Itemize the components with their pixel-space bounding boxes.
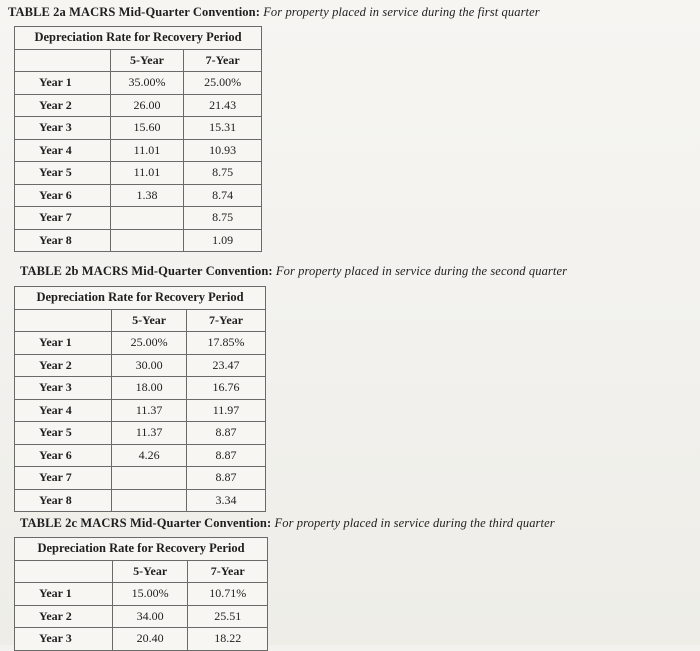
- table-row: [15, 184, 262, 207]
- table-2b-caption: [20, 264, 567, 279]
- table-row: [15, 399, 266, 422]
- rate-5yr: 34.00: [112, 605, 187, 628]
- table-row: [15, 139, 262, 162]
- rate-5yr: 11.01: [110, 162, 184, 185]
- rate-7yr: 10.93: [184, 139, 262, 162]
- table-2b-caption-desc: For property placed in service during the second quarter: [275, 264, 568, 278]
- table-2a-caption-title: TABLE 2a MACRS Mid-Quarter Convention:: [8, 5, 260, 19]
- rate-7yr: 16.76: [187, 377, 266, 400]
- rate-5yr: [112, 467, 187, 490]
- table-row: [15, 467, 266, 490]
- year-label: Year 3: [15, 117, 111, 140]
- table-2c-caption-title: TABLE 2c MACRS Mid-Quarter Convention:: [20, 516, 272, 530]
- year-label: Year 2: [15, 605, 113, 628]
- rate-7yr: 21.43: [184, 94, 262, 117]
- rate-5yr: 15.60: [110, 117, 184, 140]
- rate-5yr: 4.26: [112, 444, 187, 467]
- rate-5yr: 20.40: [112, 628, 187, 651]
- year-label: Year 7: [15, 467, 112, 490]
- table-2c-col-7yr: 7-Year: [188, 560, 268, 583]
- table-2a-col-7yr: 7-Year: [184, 49, 262, 72]
- rate-5yr: [110, 229, 184, 252]
- year-label: Year 8: [15, 489, 112, 512]
- rate-7yr: 8.87: [187, 444, 266, 467]
- rate-7yr: 25.51: [188, 605, 268, 628]
- year-label: Year 1: [15, 332, 112, 355]
- year-label: Year 5: [15, 162, 111, 185]
- rate-7yr: 8.75: [184, 162, 262, 185]
- table-row: [15, 207, 262, 230]
- rate-5yr: [110, 207, 184, 230]
- table-row: [15, 354, 266, 377]
- table-row: [15, 162, 262, 185]
- rate-7yr: 17.85%: [187, 332, 266, 355]
- rate-5yr: [112, 489, 187, 512]
- table-2a-corner-cell: [15, 49, 111, 72]
- rate-7yr: 15.31: [184, 117, 262, 140]
- rate-5yr: 30.00: [112, 354, 187, 377]
- year-label: Year 3: [15, 377, 112, 400]
- rate-7yr: 11.97: [187, 399, 266, 422]
- year-label: Year 2: [15, 94, 111, 117]
- table-row: [15, 377, 266, 400]
- year-label: Year 1: [15, 583, 113, 606]
- rate-5yr: 11.01: [110, 139, 184, 162]
- table-row: [15, 444, 266, 467]
- rate-7yr: 8.75: [184, 207, 262, 230]
- year-label: Year 4: [15, 139, 111, 162]
- table-2a: [14, 26, 262, 252]
- table-row: [15, 332, 266, 355]
- year-label: Year 3: [15, 628, 113, 651]
- table-row: [15, 422, 266, 445]
- rate-7yr: 23.47: [187, 354, 266, 377]
- rate-7yr: 10.71%: [188, 583, 268, 606]
- table-row: [15, 117, 262, 140]
- rate-5yr: 18.00: [112, 377, 187, 400]
- table-row: [15, 72, 262, 95]
- rate-5yr: 25.00%: [112, 332, 187, 355]
- year-label: Year 4: [15, 399, 112, 422]
- table-row: [15, 583, 268, 606]
- rate-7yr: 8.87: [187, 422, 266, 445]
- rate-5yr: 1.38: [110, 184, 184, 207]
- table-2b: [14, 286, 266, 512]
- table-row: [15, 489, 266, 512]
- table-2b-col-7yr: 7-Year: [187, 309, 266, 332]
- year-label: Year 5: [15, 422, 112, 445]
- year-label: Year 6: [15, 184, 111, 207]
- rate-5yr: 26.00: [110, 94, 184, 117]
- table-2a-col-5yr: 5-Year: [110, 49, 184, 72]
- table-row: [15, 605, 268, 628]
- rate-7yr: 18.22: [188, 628, 268, 651]
- table-2a-caption-desc: For property placed in service during the first quarter: [263, 5, 540, 19]
- year-label: Year 7: [15, 207, 111, 230]
- table-2b-caption-title: TABLE 2b MACRS Mid-Quarter Convention:: [20, 264, 273, 278]
- table-row: [15, 229, 262, 252]
- rate-5yr: 11.37: [112, 422, 187, 445]
- table-2b-col-5yr: 5-Year: [112, 309, 187, 332]
- table-2a-header-title: Depreciation Rate for Recovery Period: [15, 27, 262, 50]
- rate-5yr: 15.00%: [112, 583, 187, 606]
- table-2a-caption: [8, 5, 540, 20]
- year-label: Year 8: [15, 229, 111, 252]
- table-row: [15, 94, 262, 117]
- rate-7yr: 8.74: [184, 184, 262, 207]
- table-2b-corner-cell: [15, 309, 112, 332]
- rate-7yr: 25.00%: [184, 72, 262, 95]
- table-2c-caption-desc: For property placed in service during the third quarter: [274, 516, 555, 530]
- rate-7yr: 3.34: [187, 489, 266, 512]
- table-row: [15, 628, 268, 651]
- table-2c: [14, 537, 268, 651]
- table-2c-header-title: Depreciation Rate for Recovery Period: [15, 538, 268, 561]
- table-2b-header-title: Depreciation Rate for Recovery Period: [15, 287, 266, 310]
- year-label: Year 6: [15, 444, 112, 467]
- year-label: Year 2: [15, 354, 112, 377]
- table-2c-col-5yr: 5-Year: [112, 560, 187, 583]
- rate-5yr: 35.00%: [110, 72, 184, 95]
- table-2c-corner-cell: [15, 560, 113, 583]
- table-2c-caption: [20, 516, 555, 531]
- rate-7yr: 1.09: [184, 229, 262, 252]
- year-label: Year 1: [15, 72, 111, 95]
- rate-7yr: 8.87: [187, 467, 266, 490]
- rate-5yr: 11.37: [112, 399, 187, 422]
